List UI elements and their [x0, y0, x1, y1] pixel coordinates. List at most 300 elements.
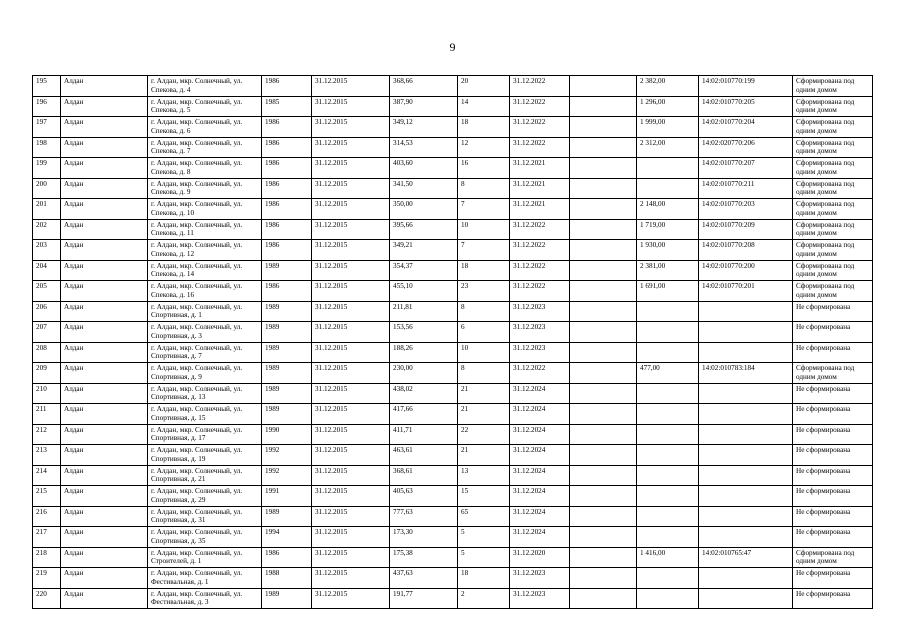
row-number-cell: 206: [33, 301, 61, 322]
amount-cell: [637, 342, 699, 363]
cadastral-number-cell: [699, 445, 793, 466]
row-number-cell: 208: [33, 342, 61, 363]
city-cell: Алдан: [61, 547, 148, 568]
amount-cell: [637, 424, 699, 445]
amount-cell: 2 148,00: [637, 199, 699, 220]
empty-cell: [570, 281, 637, 302]
year-cell: 1989: [262, 363, 312, 384]
area-cell: 405,63: [390, 486, 458, 507]
area-cell: 411,71: [390, 424, 458, 445]
status-cell: Сформирована под одним домом: [793, 240, 873, 261]
deadline-date-cell: 31.12.2021: [510, 178, 570, 199]
address-cell: г. Алдан, мкр. Солнечный, ул. Спекова, д. 9: [148, 178, 262, 199]
row-number-cell: 202: [33, 219, 61, 240]
start-date-cell: 31.12.2015: [312, 568, 390, 589]
area-cell: 777,63: [390, 506, 458, 527]
cadastral-number-cell: [699, 486, 793, 507]
deadline-date-cell: 31.12.2023: [510, 322, 570, 343]
empty-cell: [570, 199, 637, 220]
cadastral-number-cell: [699, 465, 793, 486]
deadline-date-cell: 31.12.2022: [510, 260, 570, 281]
city-cell: Алдан: [61, 199, 148, 220]
area-cell: 438,02: [390, 383, 458, 404]
start-date-cell: 31.12.2015: [312, 527, 390, 548]
start-date-cell: 31.12.2015: [312, 117, 390, 138]
year-cell: 1989: [262, 506, 312, 527]
address-cell: г. Алдан, мкр. Солнечный, ул. Спортивная, д. 9: [148, 363, 262, 384]
row-number-cell: 201: [33, 199, 61, 220]
empty-cell: [570, 588, 637, 609]
address-cell: г. Алдан, мкр. Солнечный, ул. Спортивная, д. 35: [148, 527, 262, 548]
cadastral-number-cell: 14:02:010783:184: [699, 363, 793, 384]
empty-cell: [570, 486, 637, 507]
empty-cell: [570, 568, 637, 589]
row-number-cell: 195: [33, 76, 61, 97]
empty-cell: [570, 96, 637, 117]
empty-cell: [570, 260, 637, 281]
cadastral-number-cell: 14:02:010765:47: [699, 547, 793, 568]
row-number-cell: 197: [33, 117, 61, 138]
area-cell: 349,12: [390, 117, 458, 138]
city-cell: Алдан: [61, 486, 148, 507]
year-cell: 1989: [262, 383, 312, 404]
amount-cell: [637, 486, 699, 507]
amount-cell: [637, 404, 699, 425]
table-row: [33, 465, 873, 486]
city-cell: Алдан: [61, 158, 148, 179]
status-cell: Сформирована под одним домом: [793, 96, 873, 117]
empty-cell: [570, 322, 637, 343]
empty-cell: [570, 342, 637, 363]
city-cell: Алдан: [61, 465, 148, 486]
empty-cell: [570, 404, 637, 425]
year-cell: 1986: [262, 240, 312, 261]
amount-cell: [637, 465, 699, 486]
count-cell: 18: [458, 568, 510, 589]
row-number-cell: 212: [33, 424, 61, 445]
row-number-cell: 204: [33, 260, 61, 281]
empty-cell: [570, 424, 637, 445]
status-cell: Сформирована под одним домом: [793, 117, 873, 138]
area-cell: 350,00: [390, 199, 458, 220]
cadastral-number-cell: [699, 568, 793, 589]
cadastral-number-cell: 14:02:010770:204: [699, 117, 793, 138]
row-number-cell: 198: [33, 137, 61, 158]
cadastral-number-cell: 14:02:010770:208: [699, 240, 793, 261]
deadline-date-cell: 31.12.2024: [510, 527, 570, 548]
start-date-cell: 31.12.2015: [312, 547, 390, 568]
cadastral-number-cell: 14:02:010770:211: [699, 178, 793, 199]
year-cell: 1988: [262, 568, 312, 589]
city-cell: Алдан: [61, 506, 148, 527]
status-cell: Сформирована под одним домом: [793, 137, 873, 158]
row-number-cell: 215: [33, 486, 61, 507]
deadline-date-cell: 31.12.2024: [510, 404, 570, 425]
year-cell: 1989: [262, 588, 312, 609]
year-cell: 1989: [262, 260, 312, 281]
status-cell: Сформирована под одним домом: [793, 76, 873, 97]
city-cell: Алдан: [61, 260, 148, 281]
count-cell: 18: [458, 260, 510, 281]
city-cell: Алдан: [61, 588, 148, 609]
address-cell: г. Алдан, мкр. Солнечный, ул. Спортивная, д. 3: [148, 322, 262, 343]
address-cell: г. Алдан, мкр. Солнечный, ул. Спекова, д. 4: [148, 76, 262, 97]
status-cell: Не сформирована: [793, 383, 873, 404]
deadline-date-cell: 31.12.2024: [510, 383, 570, 404]
empty-cell: [570, 445, 637, 466]
start-date-cell: 31.12.2015: [312, 158, 390, 179]
city-cell: Алдан: [61, 363, 148, 384]
empty-cell: [570, 465, 637, 486]
count-cell: 10: [458, 219, 510, 240]
deadline-date-cell: 31.12.2024: [510, 506, 570, 527]
status-cell: Сформирована под одним домом: [793, 363, 873, 384]
table-row: [33, 547, 873, 568]
table-row: [33, 342, 873, 363]
count-cell: 15: [458, 486, 510, 507]
table-row: [33, 76, 873, 97]
empty-cell: [570, 76, 637, 97]
cadastral-number-cell: [699, 506, 793, 527]
amount-cell: [637, 506, 699, 527]
row-number-cell: 196: [33, 96, 61, 117]
year-cell: 1986: [262, 76, 312, 97]
start-date-cell: 31.12.2015: [312, 404, 390, 425]
address-cell: г. Алдан, мкр. Солнечный, ул. Спортивная, д. 7: [148, 342, 262, 363]
address-cell: г. Алдан, мкр. Солнечный, ул. Спекова, д. 12: [148, 240, 262, 261]
amount-cell: 1 719,00: [637, 219, 699, 240]
table-row: [33, 588, 873, 609]
count-cell: 12: [458, 137, 510, 158]
start-date-cell: 31.12.2015: [312, 486, 390, 507]
cadastral-number-cell: 14:02:010770:199: [699, 76, 793, 97]
count-cell: 20: [458, 76, 510, 97]
empty-cell: [570, 301, 637, 322]
address-cell: г. Алдан, мкр. Солнечный, ул. Спекова, д. 10: [148, 199, 262, 220]
table-row: [33, 137, 873, 158]
amount-cell: 1 691,00: [637, 281, 699, 302]
area-cell: 314,53: [390, 137, 458, 158]
year-cell: 1990: [262, 424, 312, 445]
start-date-cell: 31.12.2015: [312, 260, 390, 281]
status-cell: Сформирована под одним домом: [793, 178, 873, 199]
amount-cell: [637, 383, 699, 404]
table-row: [33, 301, 873, 322]
deadline-date-cell: 31.12.2024: [510, 486, 570, 507]
city-cell: Алдан: [61, 301, 148, 322]
status-cell: Не сформирована: [793, 322, 873, 343]
cadastral-number-cell: [699, 588, 793, 609]
start-date-cell: 31.12.2015: [312, 424, 390, 445]
year-cell: 1986: [262, 547, 312, 568]
address-cell: г. Алдан, мкр. Солнечный, ул. Спекова, д. 14: [148, 260, 262, 281]
count-cell: 21: [458, 383, 510, 404]
address-cell: г. Алдан, мкр. Солнечный, ул. Спортивная, д. 13: [148, 383, 262, 404]
cadastral-number-cell: 14:02:010770:209: [699, 219, 793, 240]
year-cell: 1986: [262, 219, 312, 240]
count-cell: 65: [458, 506, 510, 527]
amount-cell: 1 999,00: [637, 117, 699, 138]
start-date-cell: 31.12.2015: [312, 445, 390, 466]
empty-cell: [570, 506, 637, 527]
table-row: [33, 96, 873, 117]
count-cell: 13: [458, 465, 510, 486]
empty-cell: [570, 137, 637, 158]
row-number-cell: 210: [33, 383, 61, 404]
address-cell: г. Алдан, мкр. Солнечный, ул. Спортивная, д. 15: [148, 404, 262, 425]
count-cell: 8: [458, 178, 510, 199]
cadastral-number-cell: 14:02:010770:203: [699, 199, 793, 220]
amount-cell: 1 930,00: [637, 240, 699, 261]
status-cell: Сформирована под одним домом: [793, 158, 873, 179]
row-number-cell: 207: [33, 322, 61, 343]
area-cell: 175,38: [390, 547, 458, 568]
deadline-date-cell: 31.12.2022: [510, 281, 570, 302]
table-row: [33, 383, 873, 404]
count-cell: 14: [458, 96, 510, 117]
status-cell: Сформирована под одним домом: [793, 260, 873, 281]
year-cell: 1989: [262, 301, 312, 322]
address-cell: г. Алдан, мкр. Солнечный, ул. Спортивная, д. 19: [148, 445, 262, 466]
address-cell: г. Алдан, мкр. Солнечный, ул. Спортивная, д. 1: [148, 301, 262, 322]
amount-cell: [637, 568, 699, 589]
status-cell: Сформирована под одним домом: [793, 547, 873, 568]
deadline-date-cell: 31.12.2022: [510, 117, 570, 138]
city-cell: Алдан: [61, 404, 148, 425]
start-date-cell: 31.12.2015: [312, 383, 390, 404]
amount-cell: [637, 322, 699, 343]
address-cell: г. Алдан, мкр. Солнечный, ул. Спекова, д. 5: [148, 96, 262, 117]
count-cell: 8: [458, 301, 510, 322]
deadline-date-cell: 31.12.2024: [510, 445, 570, 466]
cadastral-number-cell: [699, 527, 793, 548]
cadastral-number-cell: [699, 342, 793, 363]
address-cell: г. Алдан, мкр. Солнечный, ул. Спортивная, д. 21: [148, 465, 262, 486]
count-cell: 5: [458, 547, 510, 568]
status-cell: Не сформирована: [793, 404, 873, 425]
area-cell: 437,63: [390, 568, 458, 589]
table-row: [33, 506, 873, 527]
area-cell: 403,60: [390, 158, 458, 179]
city-cell: Алдан: [61, 322, 148, 343]
empty-cell: [570, 219, 637, 240]
cadastral-number-cell: 14:02:010770:207: [699, 158, 793, 179]
year-cell: 1992: [262, 445, 312, 466]
year-cell: 1992: [262, 465, 312, 486]
address-cell: г. Алдан, мкр. Солнечный, ул. Спортивная, д. 17: [148, 424, 262, 445]
year-cell: 1986: [262, 137, 312, 158]
year-cell: 1989: [262, 404, 312, 425]
table-row: [33, 240, 873, 261]
row-number-cell: 217: [33, 527, 61, 548]
empty-cell: [570, 240, 637, 261]
address-cell: г. Алдан, мкр. Солнечный, ул. Фестивальная, д. 3: [148, 588, 262, 609]
area-cell: 211,81: [390, 301, 458, 322]
year-cell: 1989: [262, 322, 312, 343]
city-cell: Алдан: [61, 424, 148, 445]
table-row: [33, 178, 873, 199]
area-cell: 341,50: [390, 178, 458, 199]
area-cell: 188,26: [390, 342, 458, 363]
city-cell: Алдан: [61, 96, 148, 117]
year-cell: 1989: [262, 342, 312, 363]
table-row: [33, 260, 873, 281]
area-cell: 463,61: [390, 445, 458, 466]
cadastral-number-cell: 14:02:010770:200: [699, 260, 793, 281]
amount-cell: [637, 445, 699, 466]
start-date-cell: 31.12.2015: [312, 588, 390, 609]
amount-cell: 2 312,00: [637, 137, 699, 158]
area-cell: 417,66: [390, 404, 458, 425]
table-row: [33, 199, 873, 220]
count-cell: 16: [458, 158, 510, 179]
table-row: [33, 424, 873, 445]
area-cell: 191,77: [390, 588, 458, 609]
deadline-date-cell: 31.12.2023: [510, 342, 570, 363]
amount-cell: 1 296,00: [637, 96, 699, 117]
count-cell: 21: [458, 404, 510, 425]
count-cell: 10: [458, 342, 510, 363]
status-cell: Не сформирована: [793, 342, 873, 363]
city-cell: Алдан: [61, 445, 148, 466]
row-number-cell: 216: [33, 506, 61, 527]
table-row: [33, 117, 873, 138]
cadastral-number-cell: [699, 383, 793, 404]
deadline-date-cell: 31.12.2020: [510, 547, 570, 568]
city-cell: Алдан: [61, 527, 148, 548]
start-date-cell: 31.12.2015: [312, 342, 390, 363]
start-date-cell: 31.12.2015: [312, 240, 390, 261]
row-number-cell: 199: [33, 158, 61, 179]
table-row: [33, 486, 873, 507]
address-cell: г. Алдан, мкр. Солнечный, ул. Строителей, д. 1: [148, 547, 262, 568]
city-cell: Алдан: [61, 137, 148, 158]
status-cell: Не сформирована: [793, 568, 873, 589]
city-cell: Алдан: [61, 178, 148, 199]
amount-cell: 2 382,00: [637, 76, 699, 97]
deadline-date-cell: 31.12.2021: [510, 199, 570, 220]
row-number-cell: 205: [33, 281, 61, 302]
deadline-date-cell: 31.12.2023: [510, 568, 570, 589]
row-number-cell: 200: [33, 178, 61, 199]
table-row: [33, 568, 873, 589]
deadline-date-cell: 31.12.2022: [510, 76, 570, 97]
deadline-date-cell: 31.12.2021: [510, 158, 570, 179]
table-row: [33, 219, 873, 240]
start-date-cell: 31.12.2015: [312, 76, 390, 97]
year-cell: 1986: [262, 158, 312, 179]
status-cell: Не сформирована: [793, 424, 873, 445]
deadline-date-cell: 31.12.2024: [510, 424, 570, 445]
status-cell: Сформирована под одним домом: [793, 281, 873, 302]
row-number-cell: 209: [33, 363, 61, 384]
row-number-cell: 203: [33, 240, 61, 261]
start-date-cell: 31.12.2015: [312, 178, 390, 199]
cadastral-number-cell: [699, 301, 793, 322]
start-date-cell: 31.12.2015: [312, 322, 390, 343]
amount-cell: [637, 527, 699, 548]
start-date-cell: 31.12.2015: [312, 506, 390, 527]
deadline-date-cell: 31.12.2022: [510, 137, 570, 158]
deadline-date-cell: 31.12.2023: [510, 301, 570, 322]
city-cell: Алдан: [61, 281, 148, 302]
start-date-cell: 31.12.2015: [312, 465, 390, 486]
start-date-cell: 31.12.2015: [312, 219, 390, 240]
status-cell: Не сформирована: [793, 486, 873, 507]
count-cell: 21: [458, 445, 510, 466]
table-row: [33, 158, 873, 179]
start-date-cell: 31.12.2015: [312, 363, 390, 384]
area-cell: 455,10: [390, 281, 458, 302]
amount-cell: [637, 158, 699, 179]
city-cell: Алдан: [61, 240, 148, 261]
table-row: [33, 322, 873, 343]
table-row: [33, 363, 873, 384]
address-cell: г. Алдан, мкр. Солнечный, ул. Фестивальная, д. 1: [148, 568, 262, 589]
area-cell: 368,61: [390, 465, 458, 486]
year-cell: 1985: [262, 96, 312, 117]
empty-cell: [570, 527, 637, 548]
empty-cell: [570, 178, 637, 199]
deadline-date-cell: 31.12.2022: [510, 219, 570, 240]
count-cell: 18: [458, 117, 510, 138]
amount-cell: [637, 301, 699, 322]
city-cell: Алдан: [61, 383, 148, 404]
amount-cell: 2 381,00: [637, 260, 699, 281]
table-row: [33, 445, 873, 466]
deadline-date-cell: 31.12.2024: [510, 465, 570, 486]
area-cell: 230,00: [390, 363, 458, 384]
start-date-cell: 31.12.2015: [312, 301, 390, 322]
status-cell: Не сформирована: [793, 588, 873, 609]
area-cell: 354,37: [390, 260, 458, 281]
amount-cell: [637, 178, 699, 199]
area-cell: 173,30: [390, 527, 458, 548]
cadastral-number-cell: 14:02:010770:201: [699, 281, 793, 302]
year-cell: 1986: [262, 199, 312, 220]
start-date-cell: 31.12.2015: [312, 137, 390, 158]
deadline-date-cell: 31.12.2022: [510, 96, 570, 117]
housing-registry-table: [32, 75, 873, 609]
address-cell: г. Алдан, мкр. Солнечный, ул. Спекова, д. 7: [148, 137, 262, 158]
row-number-cell: 218: [33, 547, 61, 568]
status-cell: Не сформирована: [793, 506, 873, 527]
start-date-cell: 31.12.2015: [312, 96, 390, 117]
row-number-cell: 220: [33, 588, 61, 609]
amount-cell: 477,00: [637, 363, 699, 384]
city-cell: Алдан: [61, 117, 148, 138]
year-cell: 1991: [262, 486, 312, 507]
table-row: [33, 404, 873, 425]
area-cell: 395,66: [390, 219, 458, 240]
cadastral-number-cell: 14:02:020770:206: [699, 137, 793, 158]
status-cell: Не сформирована: [793, 301, 873, 322]
count-cell: 23: [458, 281, 510, 302]
count-cell: 6: [458, 322, 510, 343]
status-cell: Не сформирована: [793, 527, 873, 548]
area-cell: 387,90: [390, 96, 458, 117]
year-cell: 1986: [262, 117, 312, 138]
city-cell: Алдан: [61, 76, 148, 97]
area-cell: 153,56: [390, 322, 458, 343]
row-number-cell: 211: [33, 404, 61, 425]
empty-cell: [570, 547, 637, 568]
count-cell: 2: [458, 588, 510, 609]
cadastral-number-cell: [699, 404, 793, 425]
city-cell: Алдан: [61, 568, 148, 589]
cadastral-number-cell: 14:02:010770:205: [699, 96, 793, 117]
count-cell: 8: [458, 363, 510, 384]
